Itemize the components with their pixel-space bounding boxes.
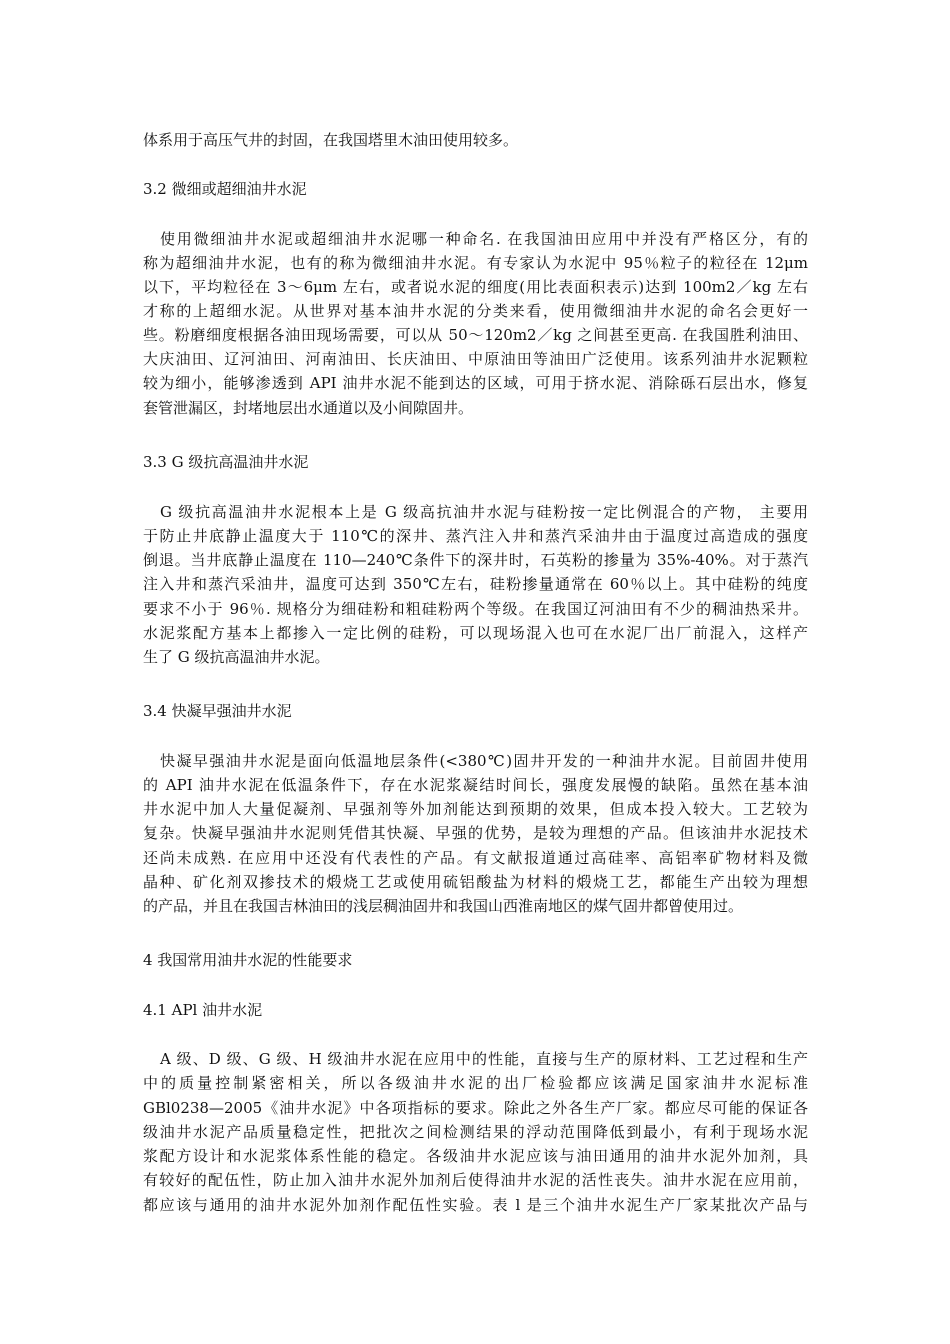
paragraph-line: 生了 G 级抗高温油井水泥。: [143, 648, 330, 666]
paragraph-line: 些。粉磨细度根据各油田现场需要，可以从 50～120m2／kg 之间甚至更高. 在我国胜利油田、: [143, 326, 808, 344]
paragraph-line: 要求不小于 96％. 规格分为细硅粉和粗硅粉两个等级。在我国辽河油田有不少的稠油热采井。: [143, 600, 808, 618]
paragraph-line: 大庆油田、辽河油田、河南油田、长庆油田、中原油田等油田广泛使用。该系列油井水泥颗粒: [143, 350, 808, 368]
paragraph-line: 浆配方设计和水泥浆体系性能的稳定。各级油井水泥应该与油田通用的油井水泥外加剂，具: [143, 1147, 808, 1165]
paragraph-line: 都应该与通用的油井水泥外加剂作配伍性实验。表 l 是三个油井水泥生产厂家某批次产品与: [143, 1196, 808, 1214]
paragraph-line: 套管泄漏区，封堵地层出水通道以及小间隙固井。: [143, 399, 474, 417]
section-heading: 4.1 APl 油井水泥: [143, 1001, 263, 1019]
paragraph-line: 有较好的配伍性，防止加入油井水泥外加剂后使得油井水泥的活性丧失。油井水泥在应用前，: [143, 1171, 808, 1189]
section-heading: 3.4 快凝早强油井水泥: [143, 702, 292, 720]
paragraph-line: 晶种、矿化剂双掺技术的煅烧工艺或使用硫铝酸盐为材料的煅烧工艺，都能生产出较为理想: [143, 873, 808, 891]
intro-line: 体系用于高压气井的封固，在我国塔里木油田使用较多。: [143, 131, 519, 149]
paragraph-line: 还尚未成熟. 在应用中还没有代表性的产品。有文献报道通过高硅率、高铝率矿物材料及微: [143, 849, 808, 867]
paragraph-line: G 级抗高温油井水泥根本上是 G 级高抗油井水泥与硅粉按一定比例混合的产物， 主要用: [160, 503, 808, 521]
section-heading: 3.3 G 级抗高温油井水泥: [143, 453, 309, 471]
paragraph-line: 称为超细油井水泥，也有的称为微细油井水泥。有专家认为水泥中 95％粒子的粒径在 12μm: [143, 254, 808, 272]
paragraph-line: 井水泥中加人大量促凝剂、早强剂等外加剂能达到预期的效果，但成本投入较大。工艺较为: [143, 800, 808, 818]
paragraph-line: 以下，平均粒径在 3～6μm 左右，或者说水泥的细度(用比表面积表示)达到 100m2／kg 左右: [143, 278, 808, 296]
paragraph-line: GBl0238—2005《油井水泥》中各项指标的要求。除此之外各生产厂家。都应尽可能的保证各: [143, 1099, 808, 1117]
paragraph-line: A 级、D 级、G 级、H 级油井水泥在应用中的性能，直接与生产的原材料、工艺过程和生产: [160, 1050, 808, 1068]
paragraph-line: 快凝早强油井水泥是面向低温地层条件(<380℃)固井开发的一种油井水泥。目前固井使用: [160, 752, 808, 770]
paragraph-line: 使用微细油井水泥或超细油井水泥哪一种命名. 在我国油田应用中并没有严格区分，有的: [160, 230, 808, 248]
paragraph-line: 级油井水泥产品质量稳定性，把批次之间检测结果的浮动范围降低到最小，有利于现场水泥: [143, 1123, 808, 1141]
section-heading: 3.2 微细或超细油井水泥: [143, 180, 307, 198]
paragraph-line: 的 API 油井水泥在低温条件下，存在水泥浆凝结时间长，强度发展慢的缺陷。虽然在基本油: [143, 776, 808, 794]
paragraph-line: 注入井和蒸汽采油井，温度可达到 350℃左右，硅粉掺量通常在 60％以上。其中硅粉的纯度: [143, 575, 808, 593]
section-heading: 4 我国常用油井水泥的性能要求: [143, 951, 353, 969]
paragraph-line: 倒退。当井底静止温度在 110—240℃条件下的深井时，石英粉的掺量为 35%-40%。对于蒸汽: [143, 551, 808, 569]
paragraph-line: 水泥浆配方基本上都掺入一定比例的硅粉，可以现场混入也可在水泥厂出厂前混入，这样产: [143, 624, 808, 642]
paragraph-line: 才称的上超细水泥。从世界对基本油井水泥的分类来看，使用微细油井水泥的命名会更好一: [143, 302, 808, 320]
paragraph-line: 于防止井底静止温度大于 110℃的深井、蒸汽注入井和蒸汽采油井由于温度过高造成的强度: [143, 527, 808, 545]
paragraph-line: 中的质量控制紧密相关，所以各级油井水泥的出厂检验都应该满足国家油井水泥标准: [143, 1074, 808, 1092]
paragraph-line: 的产品，并且在我国吉林油田的浅层稠油固井和我国山西淮南地区的煤气固井都曾使用过。: [143, 897, 744, 915]
paragraph-line: 较为细小，能够渗透到 API 油井水泥不能到达的区域，可用于挤水泥、消除砾石层出水，修复: [143, 374, 808, 392]
paragraph-line: 复杂。快凝早强油井水泥则凭借其快凝、早强的优势，是较为理想的产品。但该油井水泥技术: [143, 824, 808, 842]
